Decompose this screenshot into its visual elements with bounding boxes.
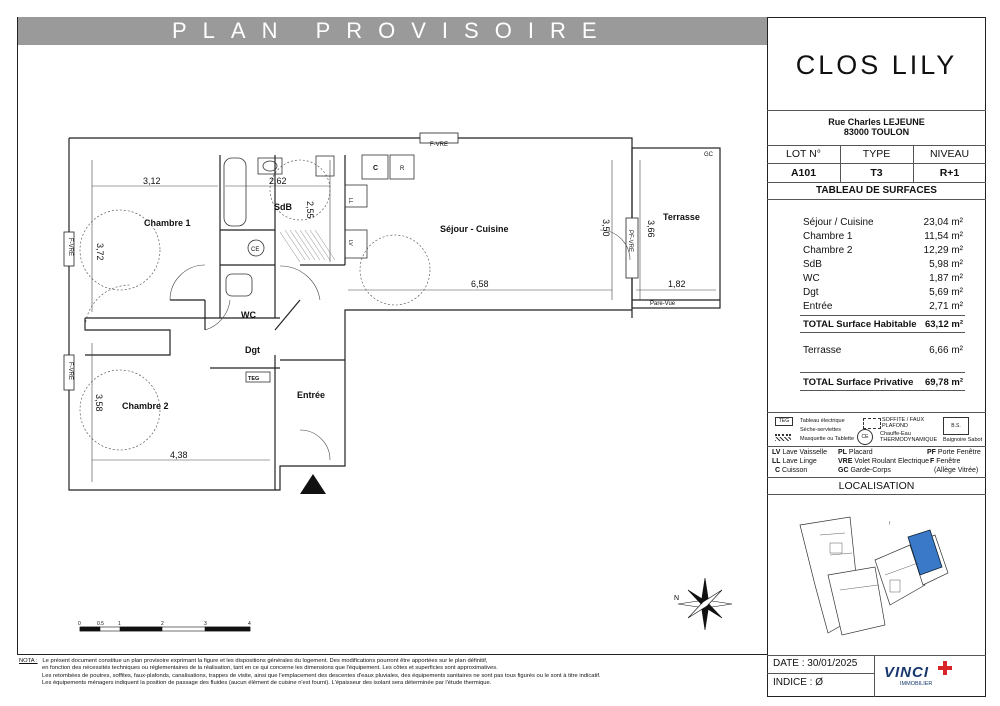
bs-label: Baignoire Sabot	[943, 437, 983, 443]
lot-value: A101	[790, 167, 817, 179]
surface-row: WC 1,87 m²	[803, 273, 963, 284]
dim-label: 4,38	[170, 450, 188, 460]
scale-label: 4	[248, 621, 251, 627]
masquette-label: Masquette ou Tablette	[800, 436, 855, 442]
divider	[767, 182, 986, 183]
entrance-arrow	[300, 474, 326, 494]
room-sdb: SdB	[274, 202, 292, 212]
gc-label: GC	[704, 152, 713, 158]
seche-label: Sèche-serviettes	[800, 427, 841, 433]
total-habitable: TOTAL Surface Habitable 63,12 m²	[803, 319, 963, 330]
room-entree: Entrée	[297, 390, 326, 400]
compass-rose	[678, 578, 732, 630]
project-name: CLOS LILY	[795, 50, 958, 80]
nota-line: Les retombées de poutres, soffites, faux-plafonds, canalisations, trappes de visite, ainsi que l'emplacement des descentes d'eaux pluviales, des équipements sanitaires ne sont pas tous figurés ou le sont à titre indicatif.	[42, 672, 601, 679]
surface-row: Dgt 5,69 m²	[803, 287, 963, 298]
teg-symbol: TEG	[775, 417, 793, 426]
divider	[767, 494, 986, 495]
ce-label-plan: CE	[251, 247, 260, 253]
surface-row: Entrée 2,71 m²	[803, 301, 963, 312]
lot-header: LOT N°	[786, 148, 821, 160]
scale-label: 0	[78, 621, 81, 627]
ce-symbol: CE	[857, 429, 873, 445]
window-label: F-VRE	[67, 362, 73, 380]
dim-label: 1,82	[668, 279, 686, 289]
cuisson-label: C	[373, 165, 379, 172]
divider	[800, 332, 965, 333]
localisation-title: LOCALISATION	[838, 480, 915, 492]
teg-label: Tableau électrique	[800, 418, 845, 424]
scale-label: 1	[118, 621, 121, 627]
vinci-logo-sub: IMMOBILIER	[900, 681, 933, 687]
surface-row: Chambre 1 11,54 m²	[803, 231, 963, 242]
masquette-symbol	[775, 437, 791, 441]
vinci-logo-mark	[938, 661, 952, 675]
teg-label-plan: TEG	[248, 376, 260, 382]
lv-label: LV	[347, 240, 353, 246]
room-chambre2: Chambre 2	[122, 401, 169, 411]
dim-label: 3,50	[601, 219, 611, 237]
nota-line: Les équipements ménagers indiquent la position de passage des fluides (aucun élément de cuisine n'est fourni). L'épaisseur des isolant sera déterminée par l'étude thermique.	[42, 679, 492, 686]
window-label: F-VRE	[430, 142, 448, 148]
north-mark: ↑	[888, 521, 891, 527]
nota-line: en fonction des nécessités techniques ou réglementaires de la réalisation, tant en ce qui concerne les dimensions que l'équipement. Les côtes et superficies sont approximatives.	[42, 665, 498, 672]
divider	[767, 145, 986, 146]
room-terrasse: Terrasse	[663, 212, 700, 222]
room-dgt: Dgt	[245, 345, 260, 355]
abbrev-lv: LV Lave Vaisselle	[772, 449, 828, 456]
room-chambre1: Chambre 1	[144, 218, 191, 228]
dim-label: 2,55	[305, 201, 315, 219]
bs-symbol: B.S.	[943, 417, 969, 435]
dim-label: 6,58	[471, 279, 489, 289]
scale-label: 0.5	[97, 621, 104, 627]
divider	[800, 390, 965, 391]
type-header: TYPE	[862, 148, 891, 160]
indice-field: INDICE : Ø	[773, 677, 824, 688]
dim-label: 3,66	[646, 220, 656, 238]
seche-symbol	[775, 428, 791, 436]
window-label: PF-VRE	[627, 230, 633, 253]
ce-label: Chauffe-Eau THERMODYNAMIQUE	[880, 431, 938, 443]
dim-label: 2,62	[269, 176, 287, 186]
banner-text: PLAN PROVISOIRE	[172, 18, 613, 43]
divider	[767, 412, 986, 413]
abbrev-ll: LL Lave Linge	[772, 458, 817, 465]
divider	[874, 655, 875, 697]
scale-label: 2	[161, 621, 164, 627]
project-city: 83000 TOULON	[843, 127, 910, 137]
soffite-symbol	[863, 418, 881, 429]
vinci-logo: VINCI	[884, 664, 930, 681]
dim-label: 3,58	[94, 394, 104, 412]
localisation-map	[790, 505, 965, 645]
dim-label: 3,12	[143, 176, 161, 186]
ll-label: LL	[347, 198, 353, 204]
divider	[767, 673, 874, 674]
divider	[767, 446, 986, 447]
scale-label: 3	[204, 621, 207, 627]
abbrev-pl: PL Placard	[838, 449, 873, 456]
project-street: Rue Charles LEJEUNE	[828, 117, 925, 127]
abbrev-f: F Fenêtre	[930, 458, 961, 465]
type-value: T3	[870, 167, 883, 179]
surfaces-title: TABLEAU DE SURFACES	[816, 185, 937, 196]
nota-line: NOTA : Le présent document constitue un plan provisoire exprimant la figure et les dispositions générales du logement. Des modifications pourront être apportées sur le plan définitif,	[19, 658, 488, 664]
parevue-label: Pare-Vue	[650, 301, 676, 307]
surface-row-terrasse: Terrasse 6,66 m²	[803, 345, 963, 356]
divider	[767, 655, 986, 656]
surface-row: Séjour / Cuisine 23,04 m²	[803, 217, 963, 228]
window-label: F-VRE	[67, 238, 73, 256]
divider	[800, 315, 965, 316]
date-field: DATE : 30/01/2025	[773, 658, 858, 669]
room-wc: WC	[241, 310, 256, 320]
nota-block	[19, 658, 764, 687]
abbrev-vre: VRE Volet Roulant Electrique	[838, 458, 930, 465]
fridge-label: R	[400, 166, 405, 172]
soffite-label: SOFFITE / FAUX PLAFOND	[882, 417, 925, 429]
abbrev-c: C Cuisson	[775, 467, 808, 474]
divider	[767, 477, 986, 478]
abbrev-pf: PF Porte Fenêtre	[927, 449, 981, 456]
niveau-value: R+1	[939, 167, 960, 179]
room-sejour: Séjour - Cuisine	[440, 224, 509, 234]
divider	[800, 372, 965, 373]
abbrev-gc: GC Garde-Corps	[838, 467, 891, 474]
scale-bar	[80, 627, 250, 631]
divider	[767, 163, 986, 164]
north-label: N	[674, 595, 680, 602]
surface-row: SdB 5,98 m²	[803, 259, 963, 270]
total-privative: TOTAL Surface Privative 69,78 m²	[803, 377, 963, 388]
divider	[767, 199, 986, 200]
abbrev-allege: (Allège Vitrée)	[934, 467, 979, 474]
surface-row: Chambre 2 12,29 m²	[803, 245, 963, 256]
dim-label: 3,72	[95, 243, 105, 261]
divider	[767, 110, 986, 111]
niveau-header: NIVEAU	[929, 148, 970, 160]
